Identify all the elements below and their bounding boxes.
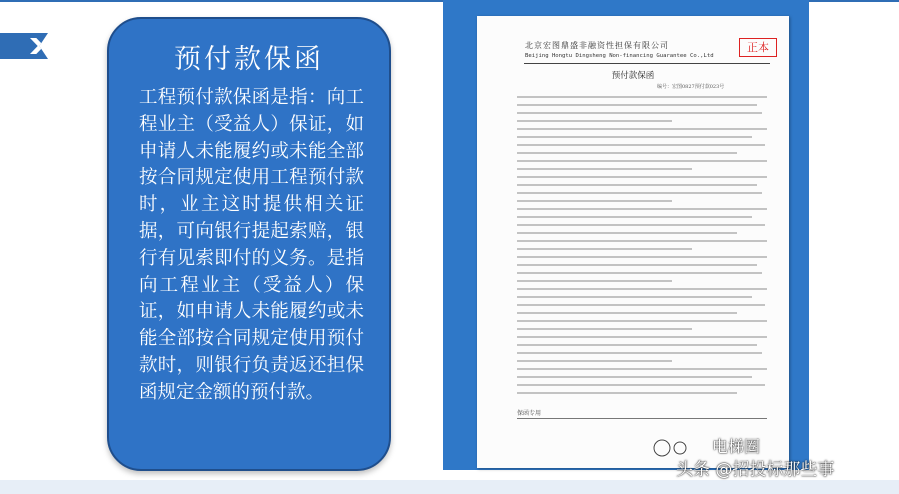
document-text-line [517, 184, 757, 186]
document-text-line [517, 256, 767, 258]
document-text-line [517, 280, 672, 282]
original-stamp: 正本 [739, 38, 777, 57]
card-body: 工程预付款保函是指：向工程业主（受益人）保证，如申请人未能履约或未能全部按合同规定使用工程预付款时，业主这时提供相关证据，可向银行提起索赔，银行有见索即付的义务。是指向工程业主（受益人）保证，如申请人未能履约或未能全部按合同规定使用预付款时，则银行负责返还担保函规定金额的预付款。 [139, 87, 364, 403]
card-title: 预付款保函 [174, 44, 324, 75]
document-text-line [517, 168, 692, 170]
document-text-line [517, 192, 762, 194]
chevron-arrow-icon [0, 33, 48, 59]
document-text-line [517, 104, 757, 106]
watermark-credit: 头条 @招投标那些事 [676, 460, 835, 480]
document-text-line [517, 328, 692, 330]
document-text-line [517, 208, 767, 210]
document-text-line [517, 128, 767, 130]
document-text-line [517, 368, 767, 370]
document-text-line [517, 312, 737, 314]
watermark-channel-name: 电梯圈 [712, 437, 761, 456]
watermark [650, 430, 899, 490]
document-text-line [517, 120, 672, 122]
document-text-line [517, 296, 752, 298]
document-text-line [517, 304, 765, 306]
document-header-rule [524, 63, 770, 64]
document-text-line [517, 176, 767, 178]
document-text-line [517, 224, 765, 226]
document-text-block [517, 96, 767, 400]
document-text-line [517, 96, 767, 98]
document-footer-label: 保函专用 [517, 410, 542, 417]
document-text-line [517, 152, 737, 154]
document-text-line [517, 144, 765, 146]
document-text-line [517, 200, 672, 202]
document-text-line [517, 288, 767, 290]
document-company-name: 北京宏图鼎盛非融资性担保有限公司 [525, 41, 669, 50]
document-text-line [517, 336, 767, 338]
document-text-line [517, 136, 752, 138]
document-text-line [517, 240, 767, 242]
document-text-line [517, 384, 765, 386]
guarantee-document-image [477, 16, 789, 468]
document-text-line [517, 376, 752, 378]
document-text-line [517, 264, 757, 266]
document-text-line [517, 352, 762, 354]
document-text-line [517, 248, 692, 250]
document-text-line [517, 344, 757, 346]
definition-card [107, 17, 391, 471]
document-company-name-en: Beijing Hongtu Dingsheng Non-financing Guarantee Co.,Ltd [525, 53, 714, 59]
document-number: 编号：宏图0827预付款023号 [657, 84, 725, 90]
document-title: 预付款保函 [611, 71, 655, 81]
document-text-line [517, 392, 737, 394]
document-text-line [517, 232, 737, 234]
document-text-line [517, 360, 672, 362]
document-text-line [517, 216, 752, 218]
document-text-line [517, 112, 762, 114]
document-text-line [517, 272, 762, 274]
document-footer-rule [517, 418, 767, 419]
document-text-line [517, 320, 767, 322]
document-text-line [517, 160, 767, 162]
